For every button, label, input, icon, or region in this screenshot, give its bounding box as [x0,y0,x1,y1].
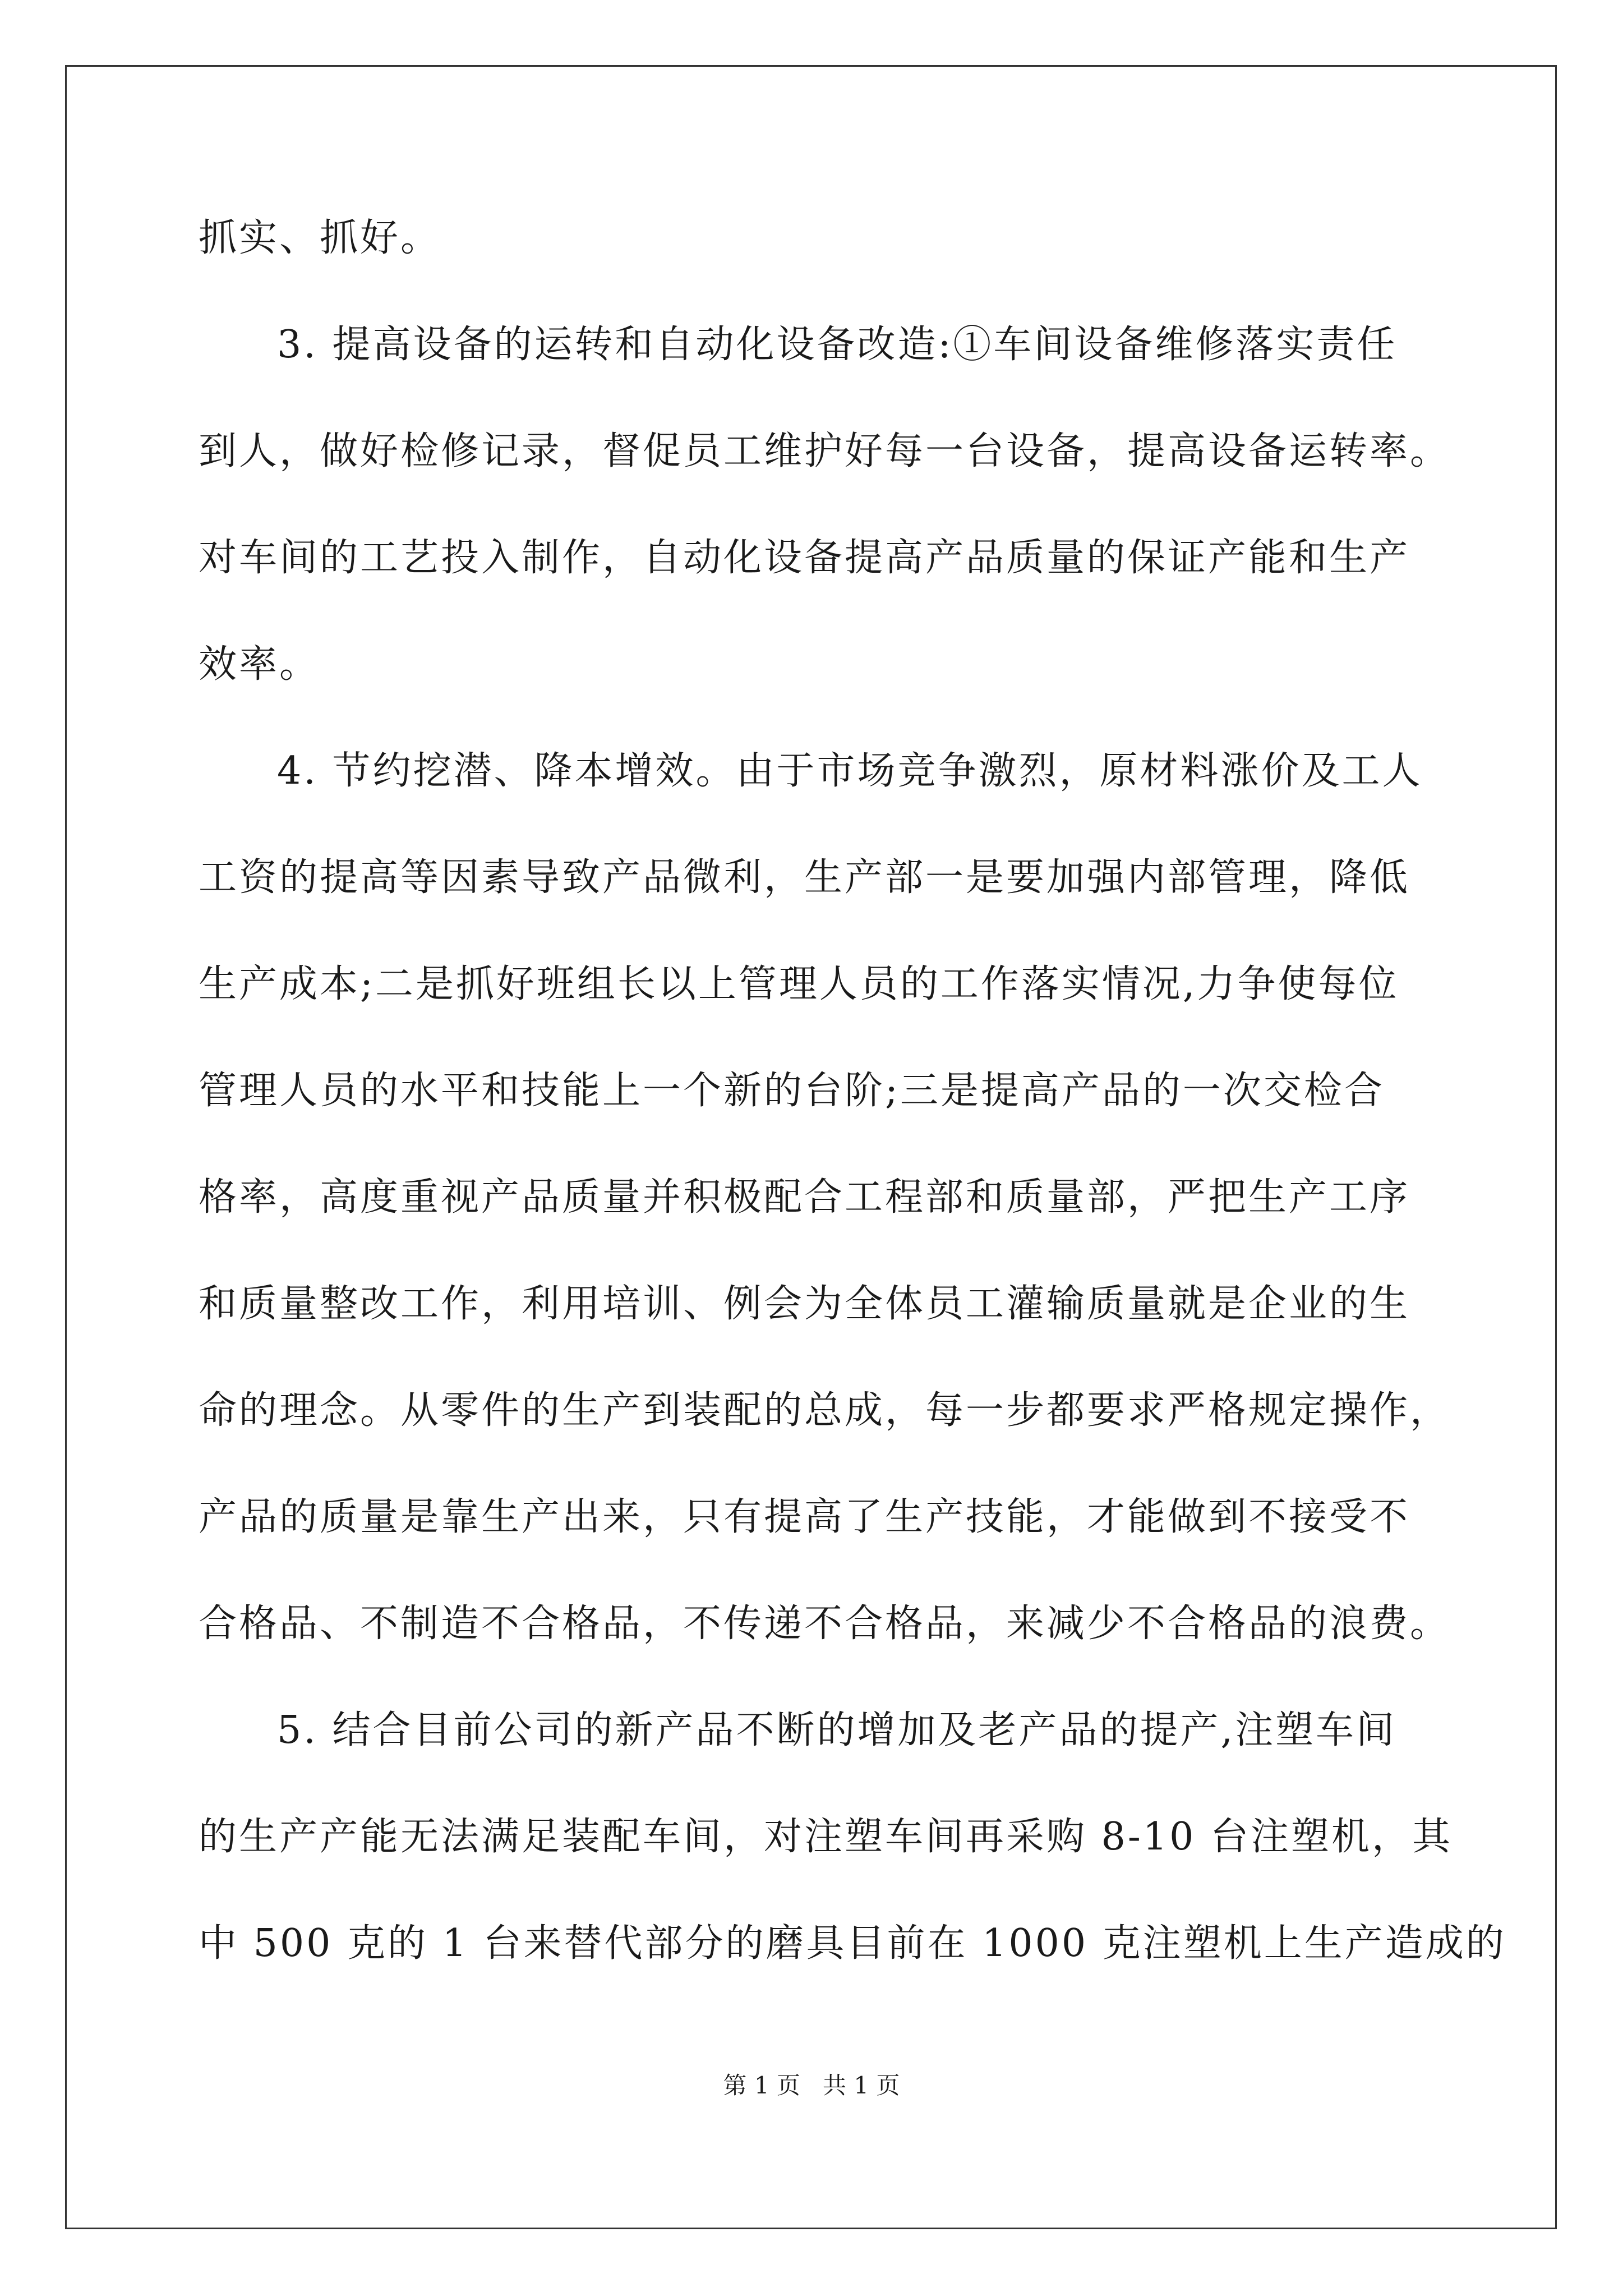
text-line-13: 产品的质量是靠生产出来，只有提高了生产技能，才能做到不接受不 [199,1495,1410,1539]
text-line-5: 效率。 [199,642,320,687]
page-border [65,65,1557,2229]
text-line-2: 3. 提高设备的运转和自动化设备改造:①车间设备维修落实责任 [277,323,1398,367]
text-line-12: 命的理念。从零件的生产到装配的总成，每一步都要求严格规定操作， [199,1388,1451,1433]
text-line-1: 抓实、抓好。 [199,216,441,260]
text-line-7: 工资的提高等因素导致产品微利，生产部一是要加强内部管理，降低 [199,855,1410,900]
text-line-8: 生产成本;二是抓好班组长以上管理人员的工作落实情况,力争使每位 [199,962,1399,1006]
text-line-11: 和质量整改工作，利用培训、例会为全体员工灌输质量就是企业的生 [199,1282,1410,1326]
text-line-4: 对车间的工艺投入制作，自动化设备提高产品质量的保证产能和生产 [199,536,1410,580]
page-footer: 第 1 页 共 1 页 [723,2072,900,2099]
text-line-14: 合格品、不制造不合格品，不传递不合格品，来减少不合格品的浪费。 [199,1602,1451,1646]
text-line-17: 中 500 克的 1 台来替代部分的磨具目前在 1000 克注塑机上生产造成的 [199,1921,1506,1966]
text-line-16: 的生产产能无法满足装配车间，对注塑车间再采购 8-10 台注塑机，其 [199,1815,1453,1859]
text-line-9: 管理人员的水平和技能上一个新的台阶;三是提高产品的一次交检合 [199,1069,1385,1113]
text-line-6: 4. 节约挖潜、降本增效。由于市场竞争激烈，原材料涨价及工人 [277,749,1423,793]
text-line-3: 到人，做好检修记录，督促员工维护好每一台设备，提高设备运转率。 [199,429,1451,473]
text-line-15: 5. 结合目前公司的新产品不断的增加及老产品的提产,注塑车间 [277,1708,1397,1752]
text-line-10: 格率，高度重视产品质量并积极配合工程部和质量部，严把生产工序 [199,1175,1410,1220]
